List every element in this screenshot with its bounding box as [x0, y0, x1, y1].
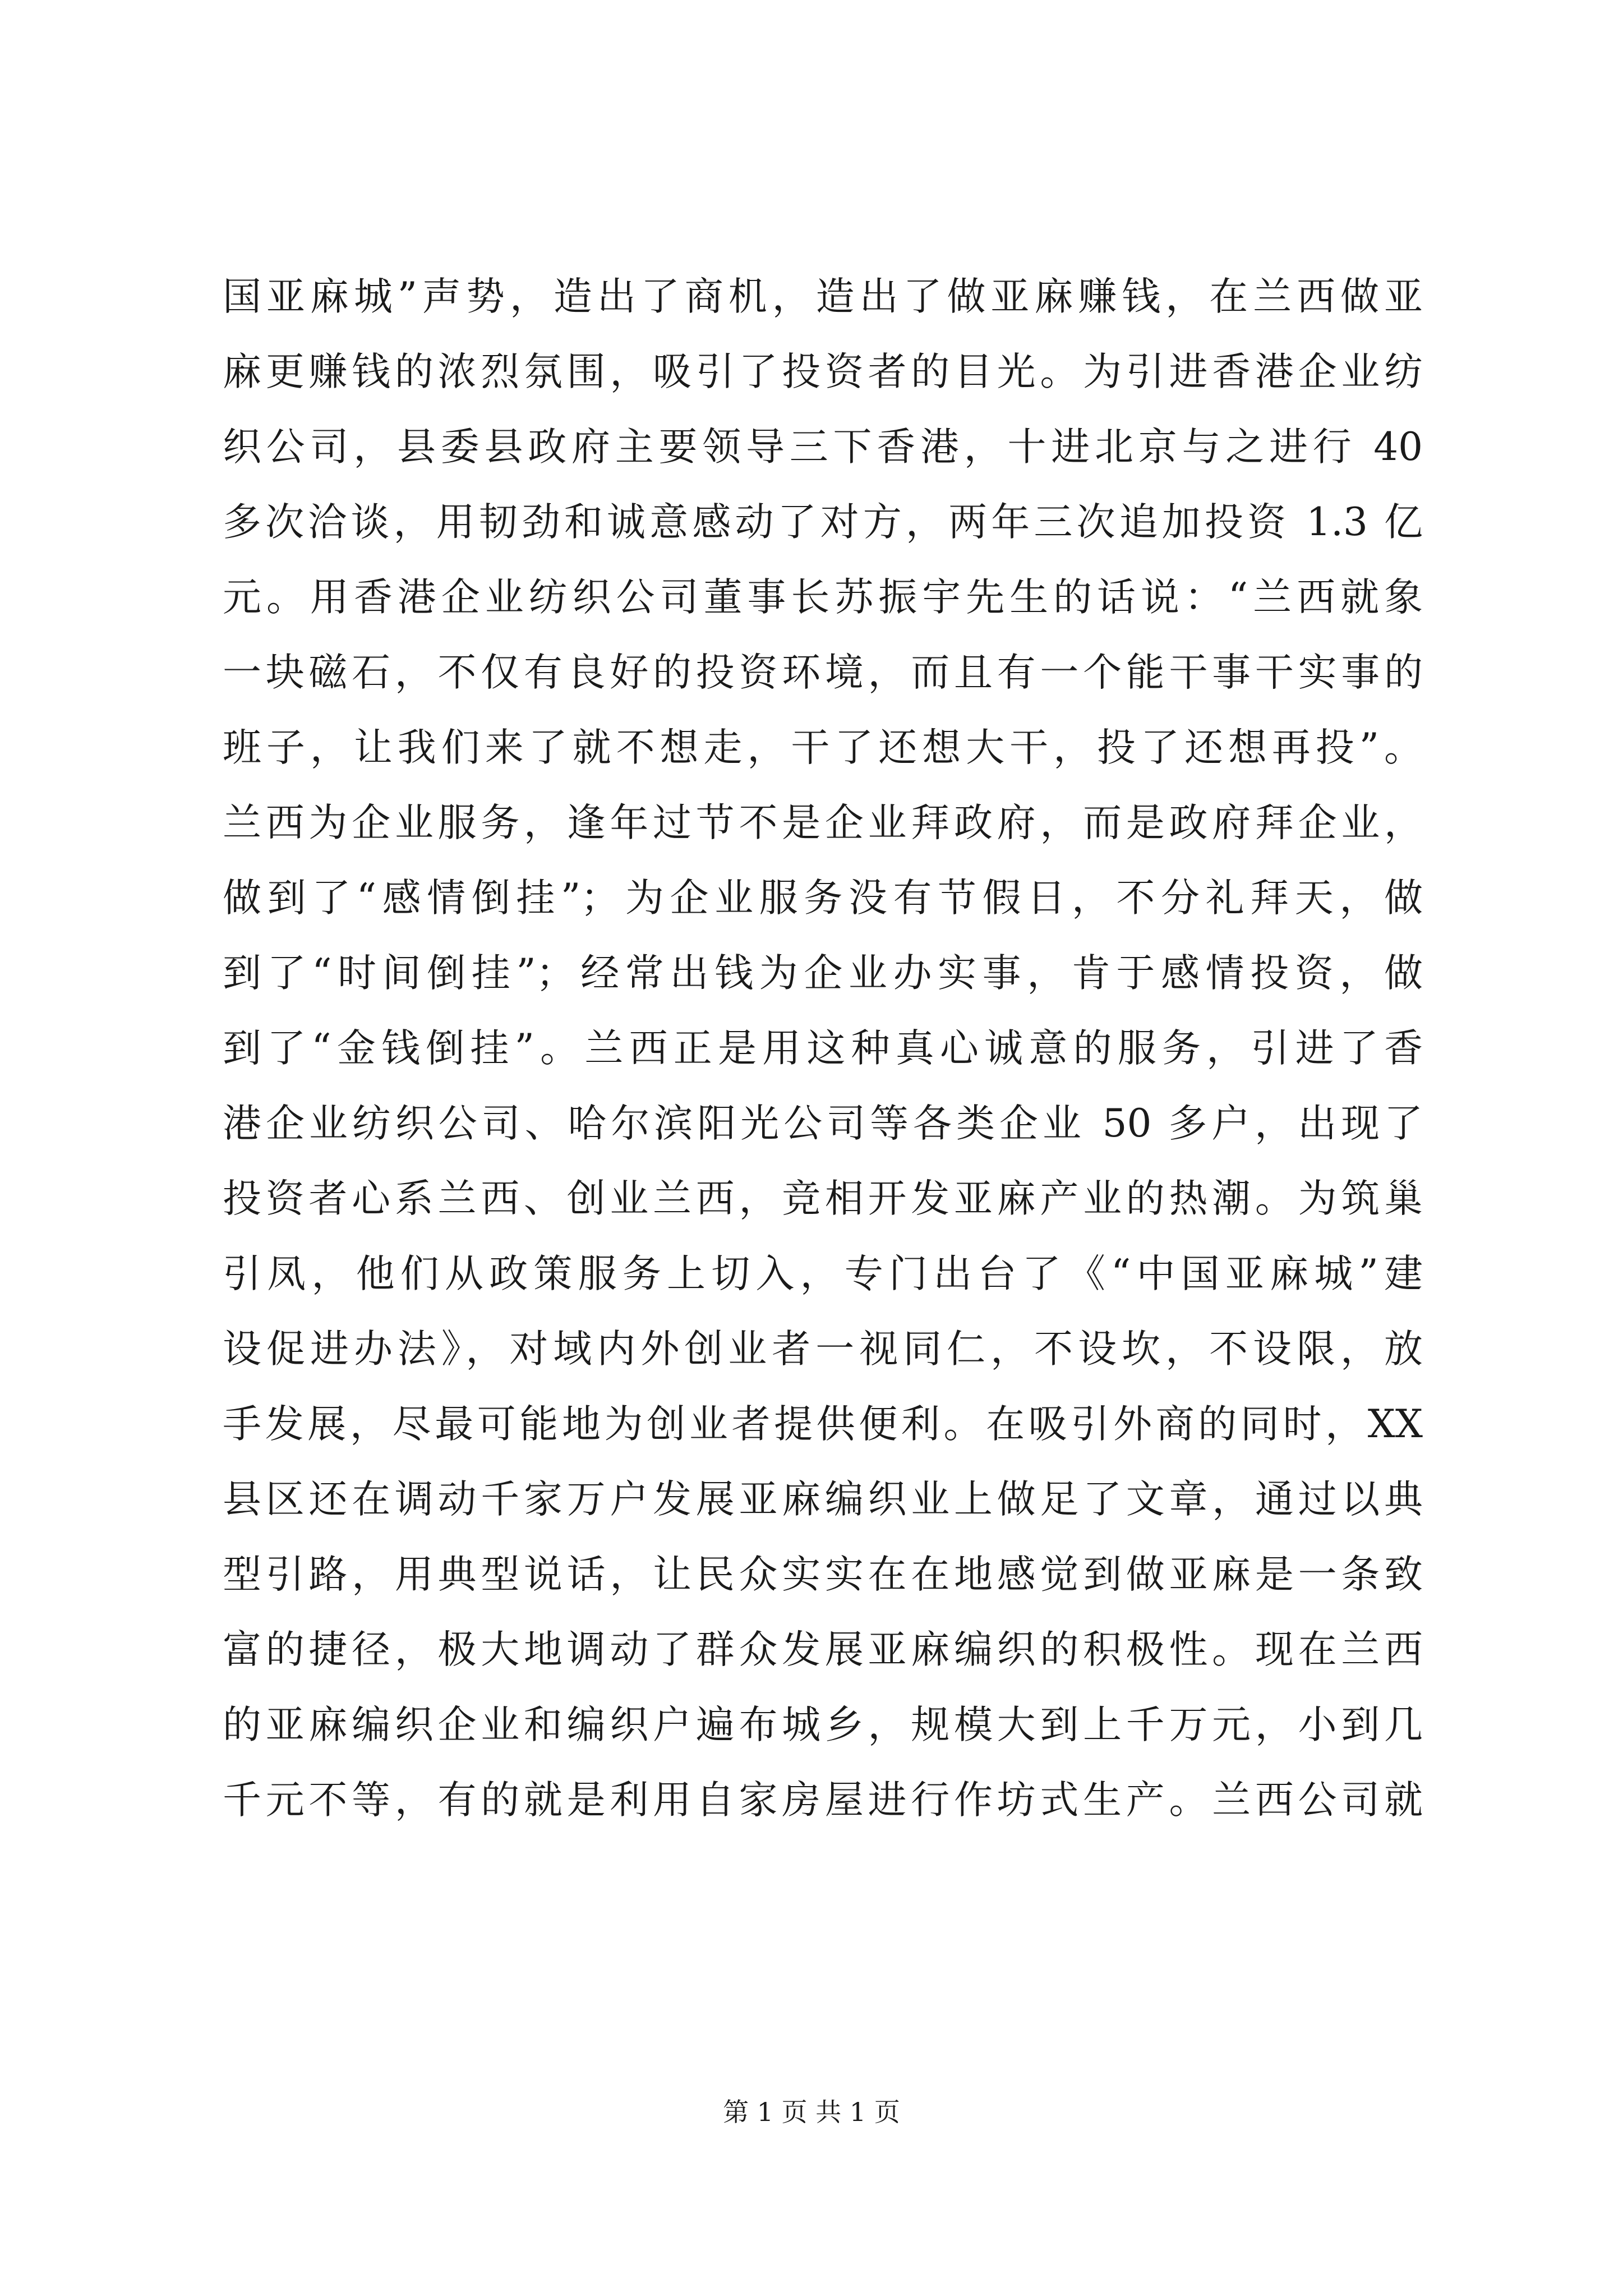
text-line: 投资者心系兰西、创业兰西，竞相开发亚麻产业的热潮。为筑巢 [223, 1176, 1423, 1221]
text-line: 多次洽谈，用韧劲和诚意感动了对方，两年三次追加投资 1.3 亿 [223, 500, 1423, 545]
page-number-label: 第 1 页 共 1 页 [723, 2097, 900, 2127]
text-line: 织公司，县委县政府主要领导三下香港，十进北京与之进行 40 [223, 425, 1423, 470]
text-line: 引凤，他们从政策服务上切入，专门出台了《“中国亚麻城”建 [223, 1251, 1423, 1296]
text-line: 一块磁石，不仅有良好的投资环境，而且有一个能干事干实事的 [223, 650, 1423, 695]
text-line: 兰西为企业服务，逢年过节不是企业拜政府，而是政府拜企业， [223, 800, 1423, 845]
text-line: 做到了“感情倒挂”；为企业服务没有节假日，不分礼拜天，做 [223, 876, 1423, 921]
text-line: 的亚麻编织企业和编织户遍布城乡，规模大到上千万元，小到几 [223, 1703, 1423, 1747]
text-line: 县区还在调动千家万户发展亚麻编织业上做足了文章，通过以典 [223, 1477, 1423, 1522]
text-line: 千元不等，有的就是利用自家房屋进行作坊式生产。兰西公司就 [223, 1778, 1423, 1823]
text-line: 班子，让我们来了就不想走，干了还想大干，投了还想再投”。 [223, 725, 1423, 770]
page-footer [0, 2095, 1623, 2129]
text-line: 到了“时间倒挂”；经常出钱为企业办实事，肯于感情投资，做 [223, 951, 1423, 996]
text-line: 设促进办法》，对域内外创业者一视同仁，不设坎，不设限，放 [223, 1327, 1423, 1372]
text-line: 港企业纺织公司、哈尔滨阳光公司等各类企业 50 多户，出现了 [223, 1101, 1423, 1146]
text-line: 麻更赚钱的浓烈氛围，吸引了投资者的目光。为引进香港企业纺 [223, 349, 1423, 394]
text-line: 手发展，尽最可能地为创业者提供便利。在吸引外商的同时，XX [223, 1402, 1423, 1447]
text-line: 型引路，用典型说话，让民众实实在在地感觉到做亚麻是一条致 [223, 1552, 1423, 1597]
text-line: 到了“金钱倒挂”。兰西正是用这种真心诚意的服务，引进了香 [223, 1026, 1423, 1071]
body-text [223, 259, 1423, 1838]
text-line: 富的捷径，极大地调动了群众发展亚麻编织的积极性。现在兰西 [223, 1627, 1423, 1672]
text-line: 国亚麻城”声势，造出了商机，造出了做亚麻赚钱，在兰西做亚 [223, 274, 1423, 319]
text-line: 元。用香港企业纺织公司董事长苏振宇先生的话说：“兰西就象 [223, 575, 1423, 620]
